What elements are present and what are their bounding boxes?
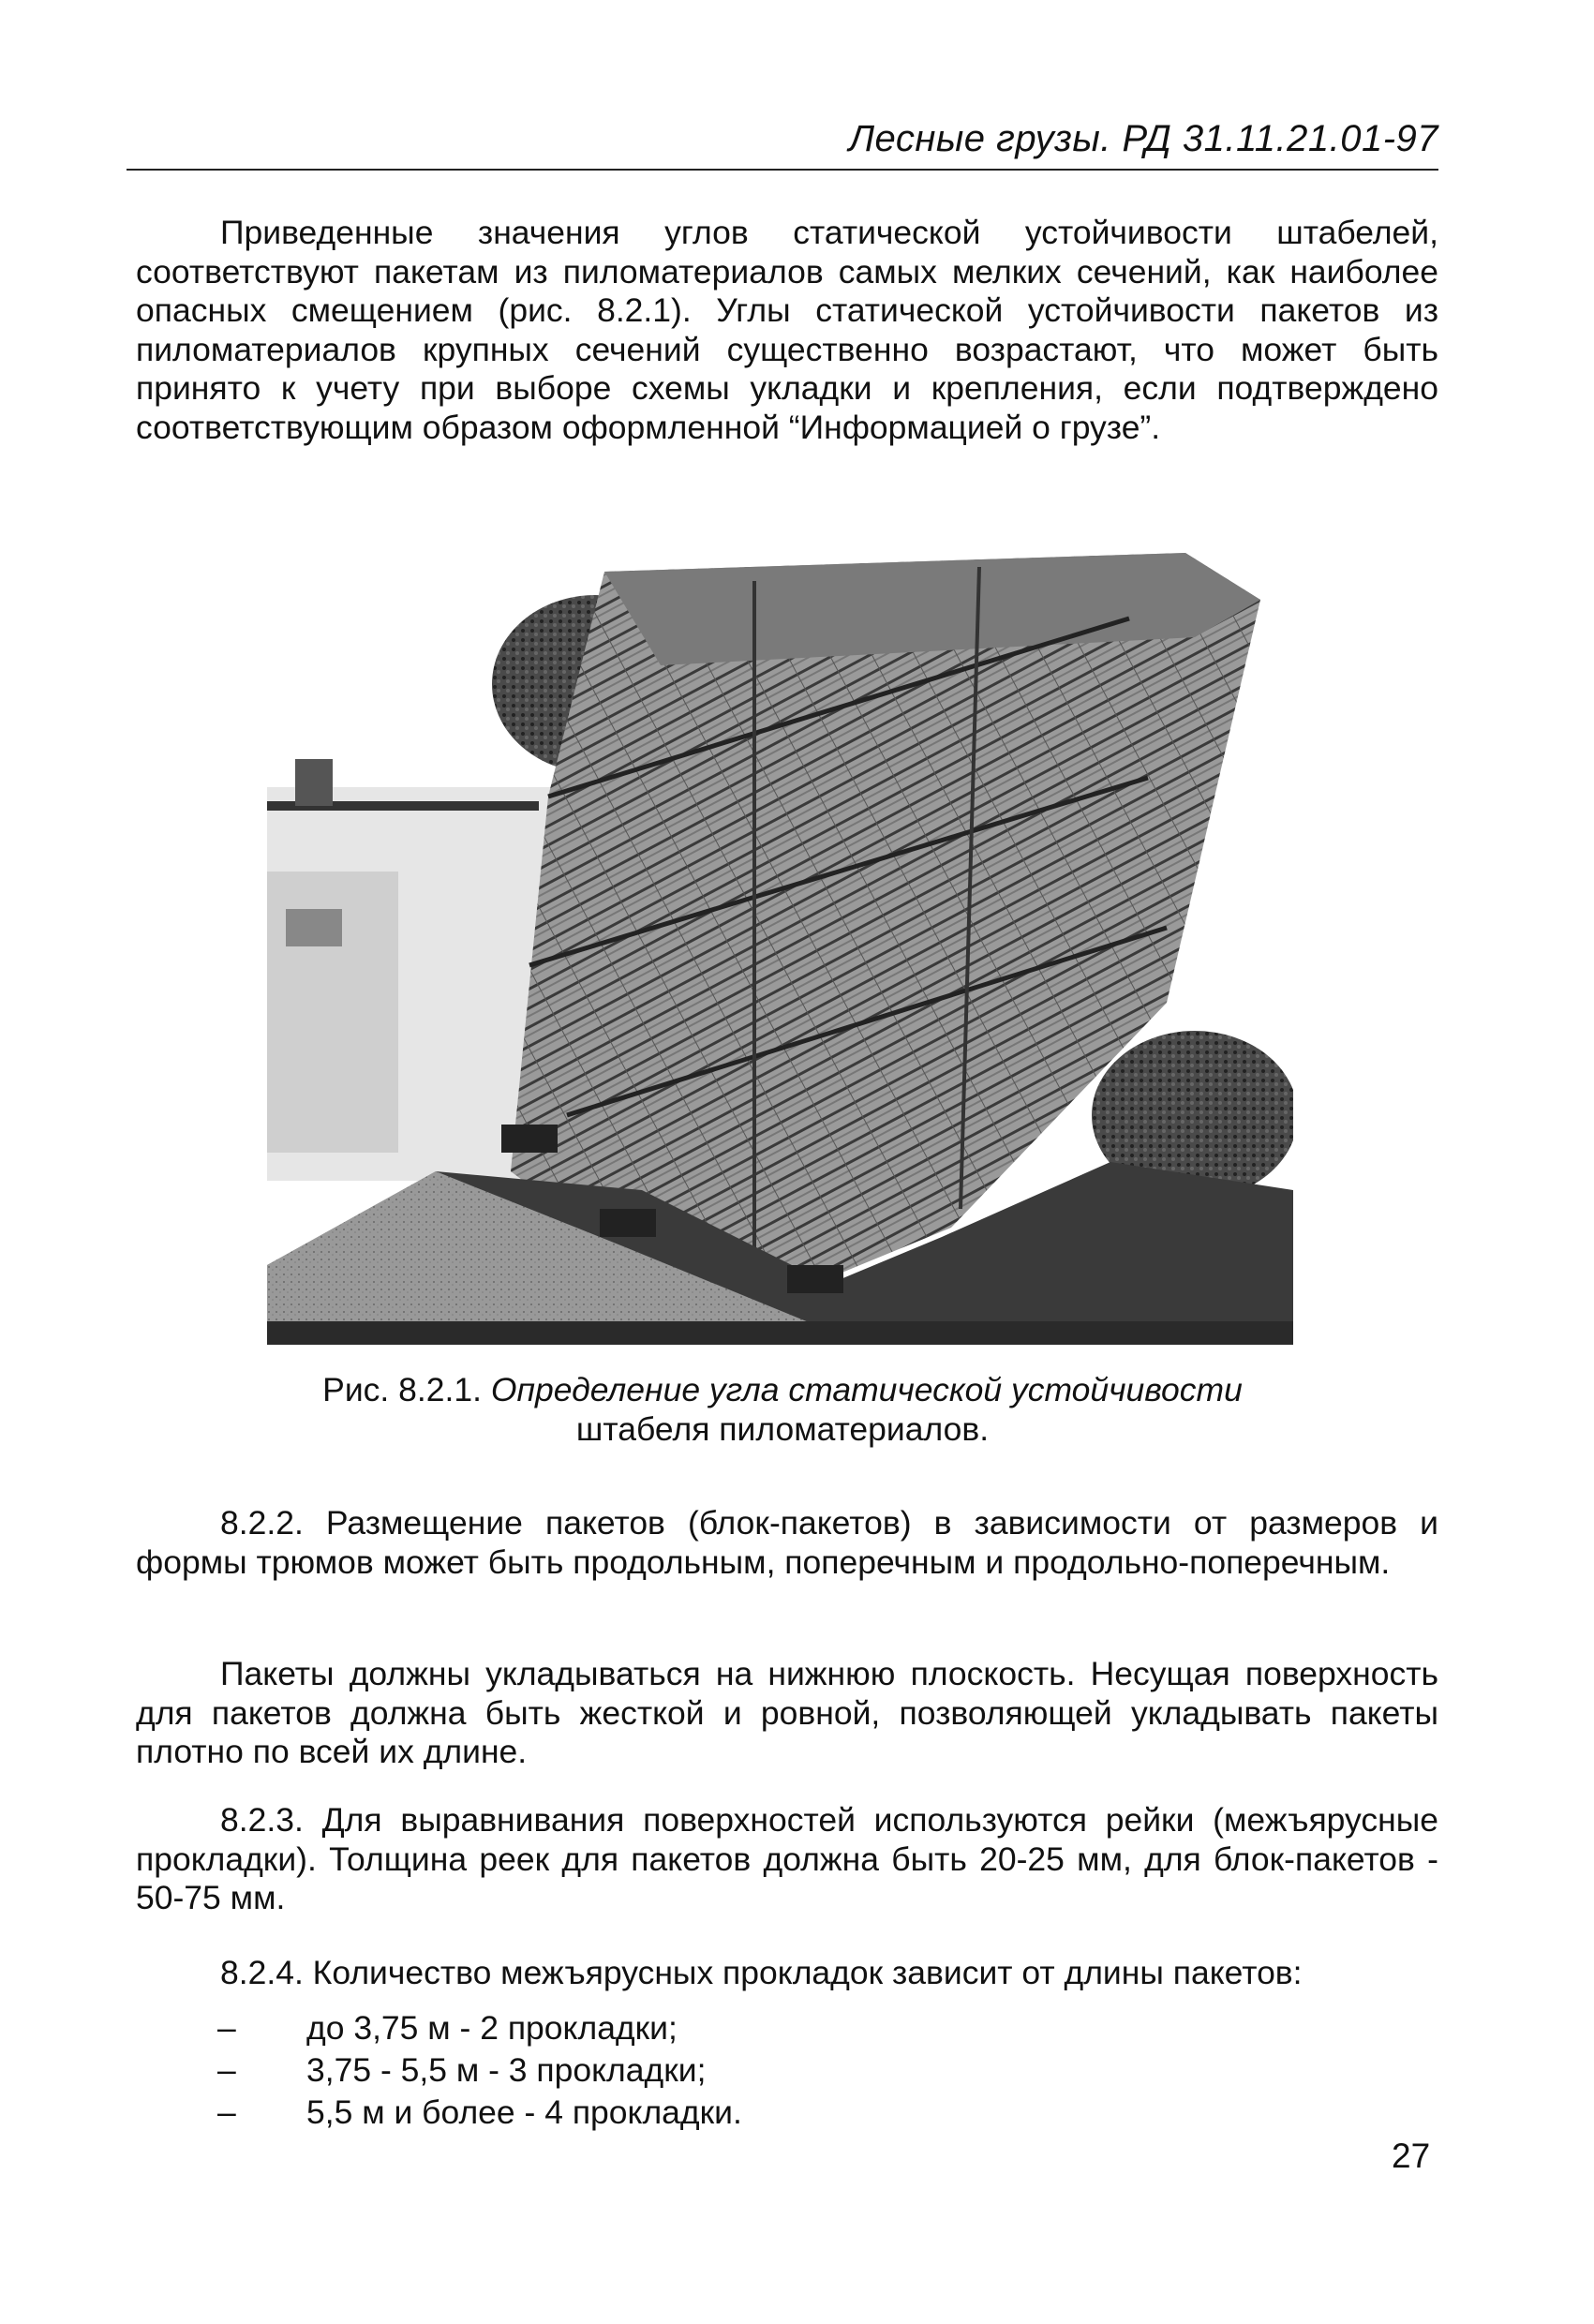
page-header [127,111,1438,171]
page-number: 27 [1392,2137,1431,2175]
paragraph-stability-angles: Приведенные значения углов статической устойчивости штабелей, соответствуют пакетам из пиломатериалов самых мелких сечений, как наиболее опасных смещением (рис. 8.2.1). Углы статической устойчивости пакетов из пиломатериалов крупных сечений существенно возрастают, что может быть принято к учету при выборе схемы укладки и крепления, если подтверждено соответствующим образом оформленной “Информацией о грузе”. [136,214,1438,446]
paragraph-8-2-2: 8.2.2. Размещение пакетов (блок-пакетов) в зависимости от размеров и формы трюмов может быть продольным, поперечным и продольно-поперечным. [136,1504,1438,1581]
figure-photo-tilted-lumber-stack [267,515,1293,1345]
section-number-8-2-3: 8.2.3. [220,1801,304,1839]
spacer-count-list [217,2007,1061,2134]
caption-line-2: штабеля пиломатериалов. [575,1410,990,1448]
paragraph-8-2-3 [136,1801,1438,1918]
caption-line-1 [187,1370,1378,1409]
list-item-text: 5,5 м и более - 4 прокладки. [306,2093,742,2131]
dash-bullet: – [217,2009,236,2047]
list-item [217,2007,1061,2049]
dash-bullet: – [217,2051,236,2089]
list-item-text: до 3,75 м - 2 прокладки; [306,2009,678,2047]
paragraph-8-2-4: 8.2.4. Количество межъярусных прокладок зависит от длины пакетов: [220,1954,1303,1991]
running-title: Лесные грузы. РД 31.11.21.01-97 [848,118,1438,159]
dash-bullet: – [217,2093,236,2131]
list-item [217,2092,1061,2134]
caption-title: Определение угла статической устойчивости [490,1371,1243,1408]
paragraph-8-2-3-text: Для выравнивания поверхностей используются рейки (межъярусные прокладки). Толщина реек для пакетов должна быть 20-25 мм, для блок-пакетов - 50-75 мм. [136,1801,1438,1916]
lumber-stack-photo [267,515,1293,1345]
figure-caption [187,1370,1378,1449]
paragraph-packages-placement: Пакеты должны укладываться на нижнюю плоскость. Несущая поверхность для пакетов должна быть жесткой и ровной, позволяющей укладывать пакеты плотно по всей их длине. [136,1655,1438,1770]
list-item-text: 3,75 - 5,5 м - 3 прокладки; [306,2051,707,2089]
caption-label: Рис. 8.2.1. [322,1371,482,1408]
list-item [217,2049,1061,2092]
